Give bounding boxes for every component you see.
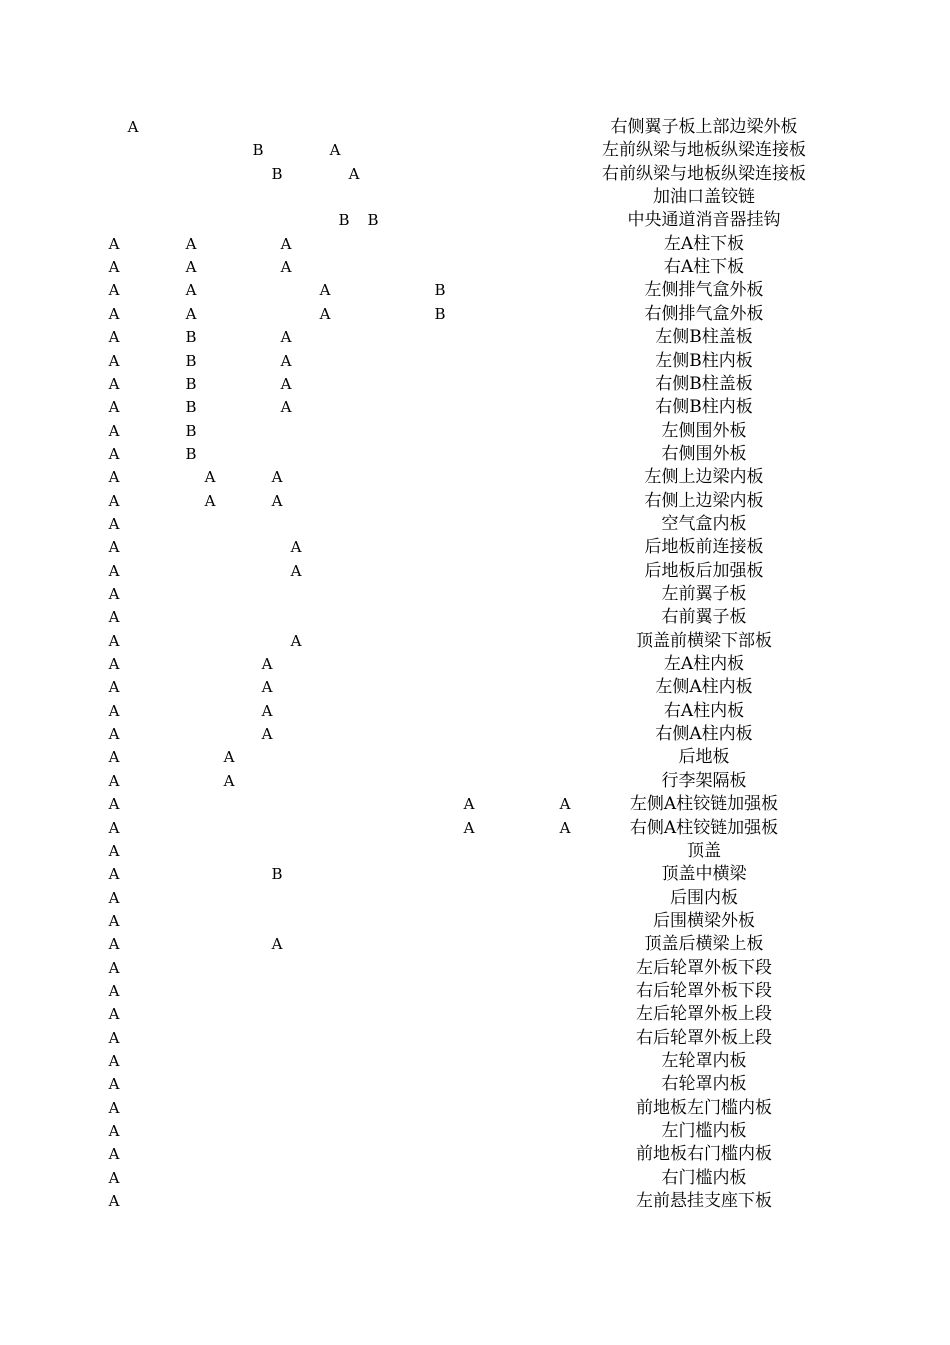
grade-mark: A [108, 304, 120, 323]
table-row [0, 1050, 950, 1073]
grade-mark: A [108, 281, 120, 300]
table-row [0, 443, 950, 466]
table-row [0, 139, 950, 162]
table-row [0, 560, 950, 583]
grade-mark: B [185, 351, 197, 370]
part-name: 左侧围外板 [661, 420, 747, 441]
grade-mark: A [108, 468, 120, 487]
grade-mark: B [185, 444, 197, 463]
grade-mark: A [463, 818, 475, 837]
part-name: 行李架隔板 [661, 770, 747, 791]
grade-mark: A [108, 444, 120, 463]
grade-mark: A [108, 725, 120, 744]
grade-mark: A [108, 1145, 120, 1164]
grade-mark: A [185, 281, 197, 300]
part-name: 右侧围外板 [661, 443, 747, 464]
grade-mark: B [434, 304, 446, 323]
table-row [0, 887, 950, 910]
table-row [0, 303, 950, 326]
table-row [0, 420, 950, 443]
table-row [0, 466, 950, 489]
grade-mark: A [108, 538, 120, 557]
grade-mark: A [290, 561, 302, 580]
grade-mark: A [185, 258, 197, 277]
grade-mark: A [108, 398, 120, 417]
grade-mark: B [338, 211, 350, 230]
table-row [0, 373, 950, 396]
table-row [0, 606, 950, 629]
grade-mark: A [108, 421, 120, 440]
table-row [0, 980, 950, 1003]
grade-mark: A [271, 468, 283, 487]
part-name: 右后轮罩外板下段 [636, 980, 772, 1001]
grade-mark: A [108, 841, 120, 860]
grade-mark: A [108, 258, 120, 277]
part-name: 左侧A柱铰链加强板 [629, 794, 779, 815]
part-name: 左侧B柱内板 [655, 350, 753, 371]
table-row [0, 653, 950, 676]
grade-mark: A [185, 304, 197, 323]
table-row [0, 1167, 950, 1190]
part-name: 左侧A柱内板 [655, 677, 753, 698]
grade-mark: A [108, 888, 120, 907]
grade-mark: A [108, 1075, 120, 1094]
table-row [0, 957, 950, 980]
part-name: 左前翼子板 [661, 584, 747, 604]
grade-mark: A [204, 468, 216, 487]
table-row [0, 1073, 950, 1096]
part-name: 右侧B柱内板 [655, 397, 753, 418]
part-name: 后围横梁外板 [653, 910, 755, 931]
grade-mark: A [108, 981, 120, 1000]
part-name: 左前纵梁与地板纵梁连接板 [602, 140, 806, 161]
grade-mark: A [108, 585, 120, 603]
part-name: 左后轮罩外板上段 [636, 1004, 772, 1025]
part-name: 左门槛内板 [661, 1121, 747, 1142]
grade-mark: A [108, 608, 120, 627]
grade-mark: A [108, 1192, 120, 1211]
table-row [0, 630, 950, 653]
part-name: 顶盖中横梁 [661, 864, 747, 885]
grade-mark: A [108, 1005, 120, 1024]
grade-mark: A [319, 281, 331, 300]
grade-mark: A [108, 1028, 120, 1047]
part-name: 右门槛内板 [661, 1167, 747, 1188]
grade-mark: A [127, 118, 139, 136]
part-name: 右A柱内板 [663, 700, 745, 721]
table-row [0, 116, 950, 139]
grade-mark: A [559, 818, 571, 837]
part-name: 右侧翼子板上部边梁外板 [610, 117, 798, 137]
grade-mark: A [280, 374, 292, 393]
grade-mark: A [108, 514, 120, 533]
part-name: 右侧A柱铰链加强板 [629, 817, 779, 838]
part-name: 右前翼子板 [661, 607, 747, 628]
grade-mark: A [108, 748, 120, 767]
part-name: 左轮罩内板 [661, 1051, 747, 1071]
grade-mark: A [108, 631, 120, 650]
grade-mark: A [108, 771, 120, 790]
table-row [0, 1027, 950, 1050]
part-name: 顶盖 [687, 840, 721, 861]
grade-mark: A [280, 398, 292, 417]
grade-mark: A [108, 1168, 120, 1187]
grade-mark: B [367, 211, 379, 230]
grade-mark: A [108, 1098, 120, 1117]
part-name: 右侧A柱内板 [655, 724, 753, 745]
part-name: 右后轮罩外板上段 [636, 1027, 772, 1048]
grade-mark: B [185, 398, 197, 417]
table-row [0, 863, 950, 886]
grade-mark: B [185, 374, 197, 393]
part-name: 左A柱内板 [663, 654, 745, 675]
table-row [0, 700, 950, 723]
grade-mark: A [290, 631, 302, 650]
table-row [0, 1120, 950, 1143]
grade-mark: A [108, 818, 120, 837]
grade-mark: A [329, 141, 341, 160]
grade-mark: A [290, 538, 302, 557]
table-row [0, 723, 950, 746]
grade-mark: A [271, 491, 283, 510]
part-name: 中央通道消音器挂钩 [627, 210, 781, 231]
table-row [0, 770, 950, 793]
grade-mark: A [108, 795, 120, 814]
table-row [0, 676, 950, 699]
grade-mark: B [252, 141, 264, 160]
table-row [0, 793, 950, 816]
table-row [0, 817, 950, 840]
grade-mark: A [108, 328, 120, 347]
grade-mark: A [280, 328, 292, 347]
part-name: 右侧排气盒外板 [644, 303, 764, 324]
table-row [0, 840, 950, 863]
part-name: 右轮罩内板 [661, 1074, 747, 1095]
table-row [0, 186, 950, 209]
part-name: 左后轮罩外板下段 [636, 957, 772, 978]
part-name: 左侧排气盒外板 [644, 280, 764, 301]
grade-mark: A [108, 655, 120, 674]
grade-mark: A [108, 351, 120, 370]
part-name: 左侧上边梁内板 [644, 467, 764, 488]
table-row [0, 396, 950, 419]
grade-mark: A [319, 304, 331, 323]
grade-mark: B [185, 421, 197, 440]
grade-mark: A [280, 258, 292, 277]
part-name: 顶盖后横梁上板 [644, 934, 764, 955]
grade-mark: A [108, 701, 120, 720]
table-row [0, 163, 950, 186]
grade-mark: A [261, 678, 273, 697]
grade-mark: A [108, 491, 120, 510]
grade-mark: A [559, 795, 571, 814]
grade-mark: A [108, 958, 120, 977]
table-row [0, 536, 950, 559]
grade-mark: A [223, 748, 235, 767]
grade-mark: A [108, 234, 120, 253]
part-name: 顶盖前横梁下部板 [636, 630, 772, 651]
part-name: 后地板前连接板 [644, 537, 764, 558]
table-row [0, 233, 950, 256]
grade-mark: A [108, 865, 120, 884]
table-row [0, 326, 950, 349]
part-name: 左前悬挂支座下板 [636, 1191, 772, 1212]
part-name: 右前纵梁与地板纵梁连接板 [602, 163, 806, 184]
grade-mark: A [280, 351, 292, 370]
grade-mark: A [108, 678, 120, 697]
part-name: 前地板左门槛内板 [636, 1097, 772, 1118]
grade-mark: A [280, 234, 292, 253]
grade-mark: A [108, 1122, 120, 1141]
grade-mark: A [108, 1052, 120, 1070]
table-row [0, 746, 950, 769]
part-name: 左A柱下板 [663, 233, 745, 254]
table-row [0, 513, 950, 536]
grade-mark: B [271, 164, 283, 183]
part-name: 空气盒内板 [661, 513, 747, 534]
grade-mark: A [185, 234, 197, 253]
grade-mark: A [261, 701, 273, 720]
table-row [0, 1003, 950, 1026]
grade-mark: A [108, 911, 120, 930]
grade-mark: A [108, 374, 120, 393]
table-row [0, 209, 950, 232]
part-name: 后围内板 [670, 887, 738, 908]
grade-mark: B [434, 281, 446, 300]
table-row [0, 1143, 950, 1166]
part-name: 右A柱下板 [663, 257, 745, 278]
part-name: 加油口盖铰链 [653, 187, 755, 208]
grade-mark: A [261, 725, 273, 744]
part-name: 右侧上边梁内板 [644, 490, 764, 511]
table-row [0, 583, 950, 606]
table-row [0, 933, 950, 956]
grade-mark: A [108, 935, 120, 954]
part-name: 前地板右门槛内板 [636, 1144, 772, 1165]
grade-mark: A [204, 491, 216, 510]
table-row [0, 256, 950, 279]
grade-mark: B [185, 328, 197, 347]
grade-mark: B [271, 865, 283, 884]
grade-mark: A [348, 164, 360, 183]
table-row [0, 1097, 950, 1120]
part-name: 后地板后加强板 [644, 560, 764, 581]
table-row [0, 350, 950, 373]
part-name: 左侧B柱盖板 [655, 327, 753, 348]
part-name: 右侧B柱盖板 [655, 373, 753, 394]
part-name: 后地板 [678, 747, 730, 768]
table-row [0, 279, 950, 302]
grade-mark: A [108, 561, 120, 580]
grade-mark: A [271, 935, 283, 954]
table-row [0, 1190, 950, 1213]
grade-mark: A [223, 771, 235, 790]
grade-mark: A [261, 655, 273, 674]
grade-mark: A [463, 795, 475, 814]
table-row [0, 910, 950, 933]
table-row [0, 490, 950, 513]
